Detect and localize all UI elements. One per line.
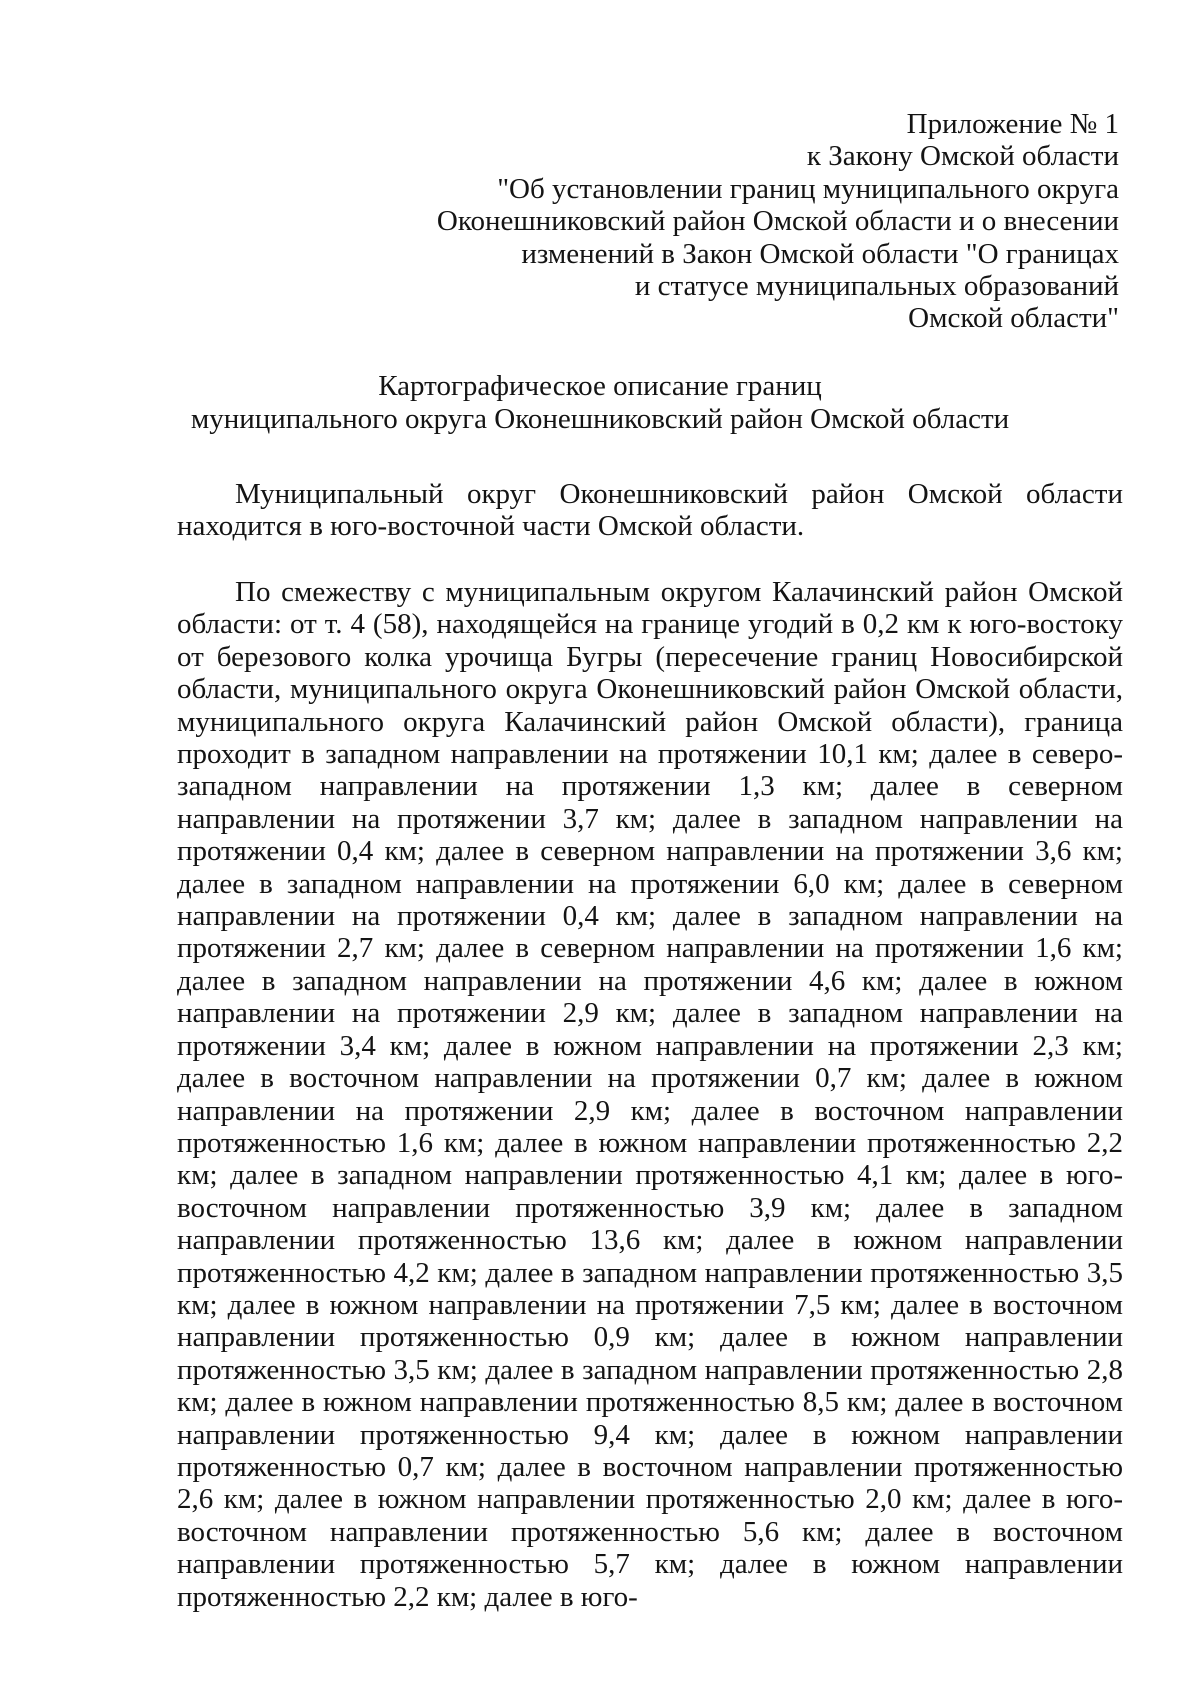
appendix-number: Приложение № 1 <box>906 108 1119 140</box>
appendix-law-title-line-3: изменений в Закон Омской области "О границах <box>521 237 1119 270</box>
document-title-line-1: Картографическое описание границ <box>378 370 822 402</box>
appendix-law-reference: к Закону Омской области <box>806 140 1119 173</box>
appendix-law-title-line-2: Оконешниковский район Омской области и о внесении <box>436 205 1119 238</box>
appendix-header <box>359 108 1119 335</box>
document-title-line-2: муниципального округа Оконешниковский район Омской области <box>190 403 1010 435</box>
appendix-law-title-line-4: и статусе муниципальных образований <box>634 270 1119 303</box>
appendix-law-title-line-5: Омской области" <box>908 302 1119 335</box>
boundary-description-paragraph: По смежеству с муниципальным округом Калачинский район Омской области: от т. 4 (58), находящейся на границе угодий в 0,2 км к юго-востоку от березового колка урочища Бугры (пересечение границ Новосибирской области, муниципального округа Оконешниковский район Омской области, муниципального округа Калачинский район Омской области), граница проходит в западном направлении на протяжении 10,1 км; далее в северо-западном направлении на протяжении 1,3 км; далее в северном направлении на протяжении 3,7 км; далее в западном направлении на протяжении 0,4 км; далее в северном направлении на протяжении 3,6 км; далее в западном направлении на протяжении 6,0 км; далее в северном направлении на протяжении 0,4 км; далее в западном направлении на протяжении 2,7 км; далее в северном направлении на протяжении 1,6 км; далее в западном направлении на протяжении 4,6 км; далее в южном направлении на протяжении 2,9 км; далее в западном направлении на протяжении 3,4 км; далее в южном направлении на протяжении 2,3 км; далее в восточном направлении на протяжении 0,7 км; далее в южном направлении на протяжении 2,9 км; далее в восточном направлении протяженностью 1,6 км; далее в южном направлении протяженностью 2,2 км; далее в западном направлении протяженностью 4,1 км; далее в юго-восточном направлении протяженностью 3,9 км; далее в западном направлении протяженностью 13,6 км; далее в южном направлении протяженностью 4,2 км; далее в западном направлении протяженностью 3,5 км; далее в южном направлении на протяжении 7,5 км; далее в восточном направлении протяженностью 0,9 км; далее в южном направлении протяженностью 3,5 км; далее в западном направлении протяженностью 2,8 км; далее в южном направлении протяженностью 8,5 км; далее в восточном направлении протяженностью 9,4 км; далее в южном направлении протяженностью 0,7 км; далее в восточном направлении протяженностью 2,6 км; далее в южном направлении протяженностью 2,0 км; далее в юго-восточном направлении протяженностью 5,6 км; далее в восточном направлении протяженностью 5,7 км; далее в южном направлении протяженностью 2,2 км; далее в юго- <box>177 576 1123 1613</box>
intro-paragraph: Муниципальный округ Оконешниковский район Омской области находится в юго-восточной части Омской области. <box>177 478 1123 543</box>
document-title <box>150 370 1050 436</box>
appendix-law-title-line-1: "Об установлении границ муниципального округа <box>497 172 1119 205</box>
